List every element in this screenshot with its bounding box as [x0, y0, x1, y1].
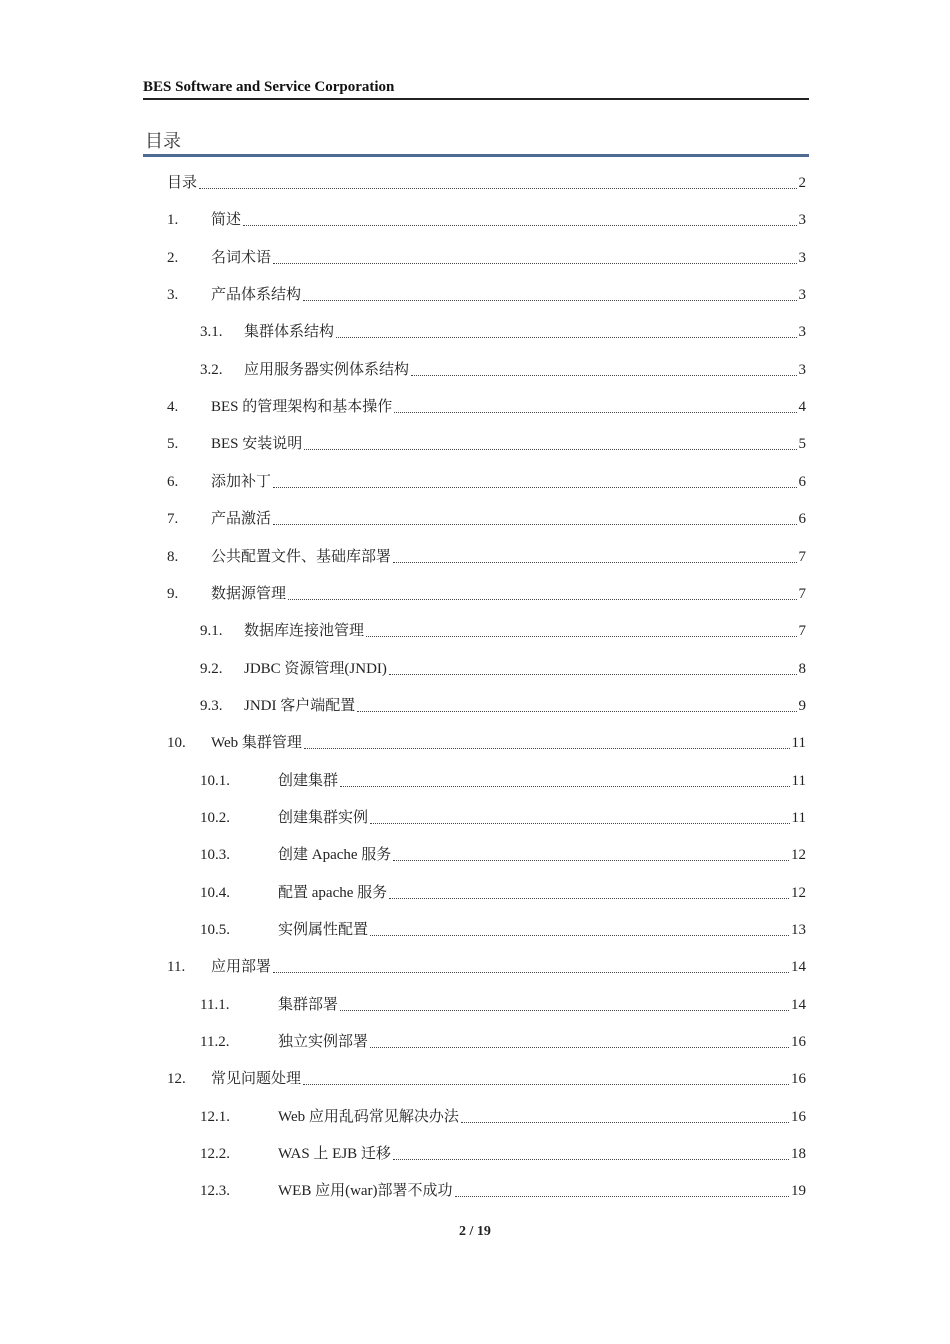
toc-entry-title: 集群部署	[278, 996, 339, 1013]
toc-leader-dots	[340, 1009, 789, 1011]
toc-entry[interactable]	[200, 768, 806, 790]
toc-leader-dots	[243, 224, 796, 226]
toc-entry-number: 12.	[167, 1071, 186, 1088]
toc-entry[interactable]	[167, 431, 806, 453]
toc-heading-underline	[143, 154, 809, 157]
toc-entry-title: 创建 Apache 服务	[278, 847, 392, 864]
toc-entry-number: 2.	[167, 249, 179, 266]
toc-entry-title: 配置 apache 服务	[278, 884, 388, 901]
toc-entry[interactable]	[167, 581, 806, 603]
toc-entry-title: 创建集群实例	[278, 809, 369, 826]
toc-entry-page: 11	[791, 772, 806, 789]
toc-entry[interactable]	[200, 1029, 806, 1051]
toc-leader-dots	[455, 1195, 789, 1197]
toc-entry[interactable]	[167, 506, 806, 528]
toc-leader-dots	[389, 897, 789, 899]
toc-entry-number: 9.3.	[200, 697, 223, 714]
toc-entry-title: BES 安装说明	[211, 436, 303, 453]
toc-entry[interactable]	[167, 1066, 806, 1088]
toc-entry[interactable]	[200, 618, 806, 640]
toc-leader-dots	[303, 1083, 789, 1085]
toc-entry-number: 11.2.	[200, 1034, 230, 1051]
toc-entry-number: 12.1.	[200, 1108, 230, 1125]
toc-entry-page: 9	[798, 697, 806, 714]
toc-entry-page: 3	[798, 249, 806, 266]
toc-entry-title: 数据源管理	[211, 585, 287, 602]
toc-entry[interactable]	[167, 394, 806, 416]
toc-entry[interactable]	[167, 954, 806, 976]
toc-entry-number: 3.1.	[200, 324, 223, 341]
toc-leader-dots	[357, 710, 796, 712]
toc-entry-title: 公共配置文件、基础库部署	[211, 548, 392, 565]
toc-entry-page: 14	[791, 996, 806, 1013]
toc-entry-page: 12	[791, 847, 806, 864]
toc-entry-number: 1.	[167, 212, 179, 229]
toc-entry[interactable]	[200, 880, 806, 902]
header-divider	[143, 98, 809, 100]
toc-leader-dots	[273, 523, 796, 525]
toc-entry[interactable]	[167, 544, 806, 566]
toc-entry-number: 10.5.	[200, 922, 230, 938]
toc-entry-title: 独立实例部署	[278, 1034, 369, 1051]
toc-leader-dots	[336, 336, 796, 338]
toc-entry[interactable]	[167, 245, 806, 267]
toc-entry-number: 11.1.	[200, 996, 230, 1013]
toc-entry-page: 3	[798, 287, 806, 304]
toc-entry-page: 19	[791, 1183, 806, 1200]
toc-entry-page: 7	[798, 585, 806, 602]
toc-leader-dots	[370, 822, 790, 824]
toc-entry-number: 12.2.	[200, 1146, 230, 1163]
toc-entry-page: 3	[798, 212, 806, 229]
toc-leader-dots	[273, 486, 796, 488]
toc-leader-dots	[304, 747, 790, 749]
toc-entry-number: 10.2.	[200, 809, 230, 826]
toc-entry[interactable]	[200, 1141, 806, 1163]
toc-entry[interactable]	[167, 207, 806, 229]
page-indicator: 2 / 19	[459, 1224, 491, 1239]
toc-entry-page: 11	[791, 809, 806, 826]
toc-entry[interactable]	[200, 917, 806, 939]
toc-entry-title: 应用服务器实例体系结构	[244, 361, 410, 378]
toc-entry-title: 目录	[167, 175, 198, 191]
toc-entry[interactable]	[200, 805, 806, 827]
toc-leader-dots	[273, 971, 789, 973]
toc-entry-title: JDBC 资源管理(JNDI)	[244, 660, 387, 677]
toc-entry-page: 12	[791, 884, 806, 901]
toc-entry-title: BES 的管理架构和基本操作	[211, 399, 393, 416]
toc-entry-page: 16	[791, 1071, 806, 1088]
toc-entry-number: 6.	[167, 473, 179, 490]
toc-entry-title: 应用部署	[211, 959, 272, 976]
toc-entry-page: 11	[791, 735, 806, 752]
toc-entry-number: 7.	[167, 511, 179, 528]
toc-entry-number: 10.	[167, 735, 186, 752]
toc-leader-dots	[393, 561, 796, 563]
toc-entry[interactable]	[167, 469, 806, 491]
toc-leader-dots	[199, 187, 796, 189]
toc-entry[interactable]	[200, 1178, 806, 1200]
toc-entry[interactable]	[167, 170, 806, 192]
toc-entry-page: 5	[798, 436, 806, 453]
toc-entry[interactable]	[200, 656, 806, 678]
toc-leader-dots	[393, 1158, 789, 1160]
toc-entry-page: 16	[791, 1034, 806, 1051]
toc-entry[interactable]	[167, 730, 806, 752]
toc-entry-number: 9.2.	[200, 660, 223, 677]
toc-entry-number: 9.1.	[200, 623, 223, 640]
toc-entry-title: JNDI 客户端配置	[244, 697, 356, 714]
toc-entry-page: 3	[798, 324, 806, 341]
toc-entry-page: 7	[798, 623, 806, 640]
toc-entry-page: 3	[798, 361, 806, 378]
toc-entry-number: 10.4.	[200, 884, 230, 901]
toc-entry[interactable]	[200, 992, 806, 1014]
toc-leader-dots	[303, 299, 796, 301]
toc-entry-number: 3.2.	[200, 361, 223, 378]
toc-leader-dots	[370, 1046, 789, 1048]
toc-entry[interactable]	[200, 319, 806, 341]
toc-entry-number: 9.	[167, 585, 179, 602]
toc-entry-title: Web 应用乱码常见解决办法	[278, 1108, 459, 1125]
toc-entry[interactable]	[167, 282, 806, 304]
toc-leader-dots	[411, 374, 796, 376]
toc-leader-dots	[340, 785, 790, 787]
header-company-name: BES Software and Service Corporation	[143, 79, 395, 95]
toc-entry-title: 集群体系结构	[244, 324, 335, 341]
toc-leader-dots	[366, 635, 796, 637]
toc-entry-number: 5.	[167, 436, 179, 453]
toc-entry-title: 实例属性配置	[278, 922, 369, 938]
toc-entry-title: 添加补丁	[211, 473, 272, 490]
toc-entry-title: 创建集群	[278, 772, 339, 789]
toc-entry-title: Web 集群管理	[211, 735, 302, 752]
toc-entry-page: 4	[798, 399, 806, 416]
toc-entry-title: 数据库连接池管理	[244, 623, 365, 640]
toc-entry-page: 2	[798, 175, 806, 191]
toc-leader-dots	[288, 598, 796, 600]
toc-leader-dots	[394, 411, 796, 413]
toc-leader-dots	[304, 448, 796, 450]
toc-entry[interactable]	[200, 693, 806, 715]
toc-entry-title: 简述	[211, 212, 242, 229]
toc-entry-number: 4.	[167, 399, 179, 416]
toc-entry-title: 产品激活	[211, 511, 272, 528]
toc-entry-number: 10.1.	[200, 772, 230, 789]
toc-entry-page: 8	[798, 660, 806, 677]
toc-entry-number: 10.3.	[200, 847, 230, 864]
toc-heading: 目录	[145, 131, 181, 151]
toc-entry-page: 6	[798, 473, 806, 490]
toc-leader-dots	[461, 1121, 789, 1123]
toc-entry-title: 产品体系结构	[211, 287, 302, 304]
toc-entry[interactable]	[200, 357, 806, 379]
toc-leader-dots	[273, 262, 796, 264]
toc-entry-page: 16	[791, 1108, 806, 1125]
toc-entry-number: 3.	[167, 287, 179, 304]
toc-entry-page: 7	[798, 548, 806, 565]
toc-entry-page: 6	[798, 511, 806, 528]
toc-leader-dots	[393, 859, 789, 861]
toc-entry-page: 18	[791, 1146, 806, 1163]
toc-leader-dots	[370, 934, 789, 936]
toc-entry-page: 14	[791, 959, 806, 976]
toc-entry-number: 12.3.	[200, 1183, 230, 1200]
toc-leader-dots	[389, 673, 797, 675]
toc-entry-number: 8.	[167, 548, 179, 565]
toc-entry-number: 11.	[167, 959, 186, 976]
toc-entry-title: 常见问题处理	[211, 1071, 302, 1088]
toc-entry[interactable]	[200, 842, 806, 864]
toc-entry-title: WAS 上 EJB 迁移	[278, 1146, 391, 1163]
toc-entry-page: 13	[791, 922, 806, 938]
toc-entry-title: WEB 应用(war)部署不成功	[278, 1183, 453, 1200]
toc-entry-title: 名词术语	[211, 249, 272, 266]
toc-entry[interactable]	[200, 1104, 806, 1126]
